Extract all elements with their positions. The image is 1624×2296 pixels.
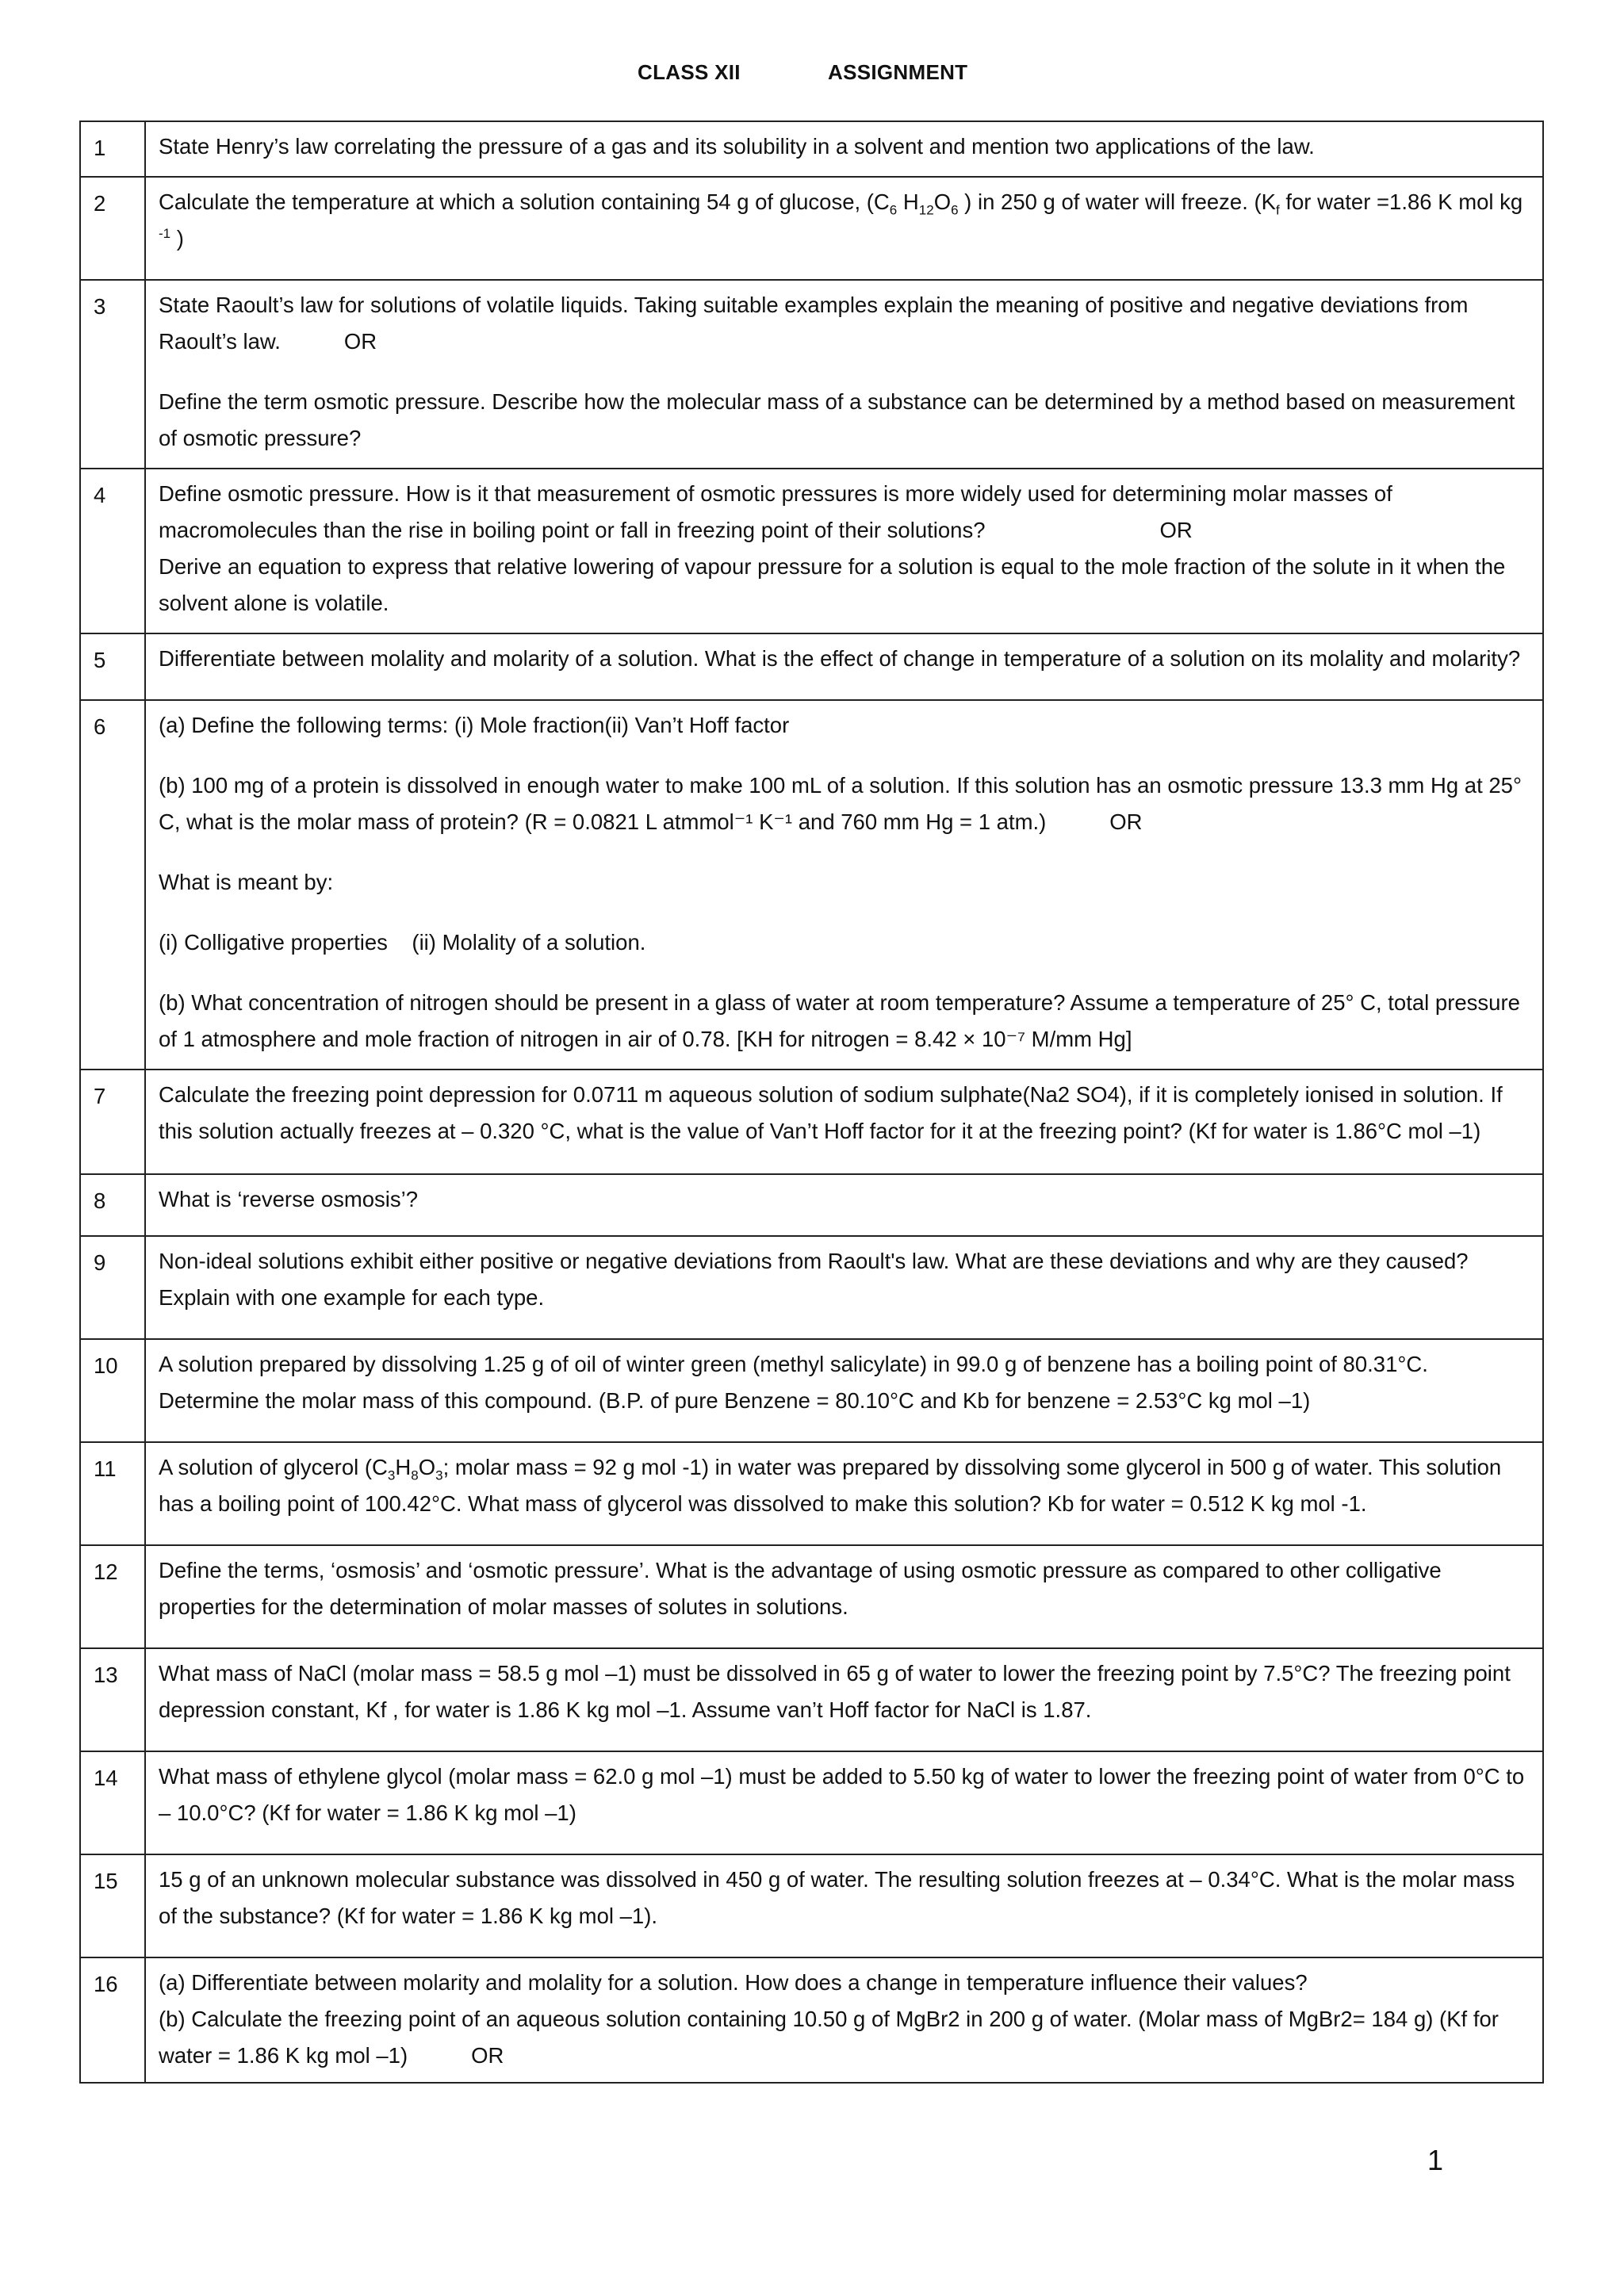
question-row-11 [80,1442,1543,1545]
question-paragraph: (b) 100 mg of a protein is dissolved in enough water to make 100 mL of a solution. If this solution has an osmotic pressure 13.3 mm Hg at 25° C, what is the molar mass of protein? (R = 0.0821 L atmmol⁻¹ K⁻¹ and 760 mm Hg = 1 atm.) OR [159,773,1522,834]
question-text [145,1854,1543,1957]
question-paragraph: Non-ideal solutions exhibit either positive or negative deviations from Raoult's law. What are these deviations and why are they caused? Explain with one example for each type. [159,1249,1469,1310]
question-text [145,177,1543,280]
question-paragraph: (i) Colligative properties (ii) Molality of a solution. [159,930,646,955]
question-paragraph: Define osmotic pressure. How is it that measurement of osmotic pressures is more widely used for determining molar masses of macromolecules than the rise in boiling point or fall in freezing point of their solutions? OR [159,481,1392,542]
question-number: 16 [80,1957,145,2083]
question-row-14 [80,1751,1543,1854]
question-number: 12 [80,1545,145,1648]
question-row-15 [80,1854,1543,1957]
question-number: 2 [80,177,145,280]
question-text [145,1339,1543,1442]
question-paragraph: 15 g of an unknown molecular substance was dissolved in 450 g of water. The resulting solution freezes at – 0.34°C. What is the molar mass of the substance? (Kf for water = 1.86 K kg mol –1). [159,1867,1515,1928]
or-label: OR [343,329,377,354]
question-paragraph: Derive an equation to express that relative lowering of vapour pressure for a solution is equal to the mole fraction of the solute in it when the solvent alone is volatile. [159,554,1506,615]
question-number: 11 [80,1442,145,1545]
question-number: 4 [80,469,145,633]
question-text [145,1442,1543,1545]
question-paragraph: What is meant by: [159,870,334,894]
question-paragraph: (b) What concentration of nitrogen should be present in a glass of water at room temperature? Assume a temperature of 25° C, total pressure of 1 atmosphere and mole fraction of nitrogen in air of 0.78. [KH for nitrogen = 8.42 × 10⁻⁷ M/mm Hg] [159,990,1520,1051]
question-text [145,121,1543,177]
question-row-12 [80,1545,1543,1648]
question-row-2 [80,177,1543,280]
assignment-label: ASSIGNMENT [828,60,968,84]
question-paragraph: A solution prepared by dissolving 1.25 g of oil of winter green (methyl salicylate) in 99.0 g of benzene has a boiling point of 80.31°C. Determine the molar mass of this compound. (B.P. of pure Benzene = 80.10°C and Kb for benzene = 2.53°C kg mol –1) [159,1352,1428,1413]
question-text [145,1070,1543,1174]
question-paragraph: Calculate the temperature at which a solution containing 54 g of glucose, ($C_6$ $H_{12}O_6$ ) in 250 g of water will freeze. ($K_f$ for water =1.86 K mol kg $^{-1}$ ) [159,189,1523,251]
question-number: 5 [80,633,145,700]
question-paragraph: State Henry’s law correlating the pressure of a gas and its solubility in a solvent and mention two applications of the law. [159,134,1315,159]
question-number: 10 [80,1339,145,1442]
question-row-16 [80,1957,1543,2083]
question-number: 14 [80,1751,145,1854]
question-text [145,1236,1543,1339]
question-row-4 [80,469,1543,633]
question-row-6 [80,700,1543,1070]
or-label: OR [1159,518,1193,542]
question-row-10 [80,1339,1543,1442]
question-number: 15 [80,1854,145,1957]
question-number: 1 [80,121,145,177]
question-text [145,1174,1543,1236]
question-text [145,1751,1543,1854]
question-row-7 [80,1070,1543,1174]
question-paragraph: A solution of glycerol ($C_3H_8O_3$; molar mass = 92 g mol -1) in water was prepared by dissolving some glycerol in 500 g of water. This solution has a boiling point of 100.42°C. What mass of glycerol was dissolved to make this solution? Kb for water = 0.512 K kg mol -1. [159,1455,1502,1516]
question-row-13 [80,1648,1543,1751]
class-label: CLASS XII [638,60,741,84]
question-paragraph: Define the terms, ‘osmosis’ and ‘osmotic pressure’. What is the advantage of using osmotic pressure as compared to other colligative properties for the determination of molar masses of solutes in solutions. [159,1558,1442,1619]
question-number: 9 [80,1236,145,1339]
question-row-1 [80,121,1543,177]
or-label: OR [471,2043,504,2068]
question-paragraph: What mass of ethylene glycol (molar mass = 62.0 g mol –1) must be added to 5.50 kg of water to lower the freezing point of water from 0°C to – 10.0°C? (Kf for water = 1.86 K kg mol –1) [159,1764,1525,1825]
question-text [145,633,1543,700]
question-row-8 [80,1174,1543,1236]
question-text [145,700,1543,1070]
question-number: 6 [80,700,145,1070]
question-row-3 [80,280,1543,469]
question-row-5 [80,633,1543,700]
question-paragraph: What mass of NaCl (molar mass = 58.5 g mol –1) must be dissolved in 65 g of water to lower the freezing point by 7.5°C? The freezing point depression constant, Kf , for water is 1.86 K kg mol –1. Assume van’t Hoff factor for NaCl is 1.87. [159,1661,1511,1722]
question-number: 8 [80,1174,145,1236]
question-text [145,280,1543,469]
question-paragraph: Define the term osmotic pressure. Describe how the molecular mass of a substance can be determined by a method based on measurement of osmotic pressure? [159,389,1515,450]
question-paragraph: (a) Differentiate between molarity and molality for a solution. How does a change in temperature influence their values? [159,1970,1308,1995]
question-paragraph: What is ‘reverse osmosis’? [159,1187,419,1211]
question-number: 13 [80,1648,145,1751]
question-text [145,1545,1543,1648]
questions-table [79,121,1544,2084]
page-header [0,60,1624,85]
page-number: 1 [1427,2144,1444,2176]
question-paragraph: State Raoult’s law for solutions of volatile liquids. Taking suitable examples explain the meaning of positive and negative deviations from Raoult’s law. OR [159,293,1469,354]
question-paragraph: Differentiate between molality and molarity of a solution. What is the effect of change in temperature of a solution on its molality and molarity? [159,646,1521,671]
question-paragraph: (b) Calculate the freezing point of an aqueous solution containing 10.50 g of MgBr2 in 200 g of water. (Molar mass of MgBr2= 184 g) (Kf for water = 1.86 K kg mol –1) OR [159,2007,1499,2068]
or-label: OR [1109,809,1143,834]
question-paragraph: Calculate the freezing point depression for 0.0711 m aqueous solution of sodium sulphate(Na2 SO4), if it is completely ionised in solution. If this solution actually freezes at – 0.320 °C, what is the value of Van’t Hoff factor for it at the freezing point? (Kf for water is 1.86°C mol –1) [159,1082,1503,1143]
question-number: 7 [80,1070,145,1174]
question-row-9 [80,1236,1543,1339]
question-text [145,1648,1543,1751]
question-text [145,469,1543,633]
question-paragraph: (a) Define the following terms: (i) Mole fraction(ii) Van’t Hoff factor [159,713,790,737]
question-text [145,1957,1543,2083]
question-number: 3 [80,280,145,469]
